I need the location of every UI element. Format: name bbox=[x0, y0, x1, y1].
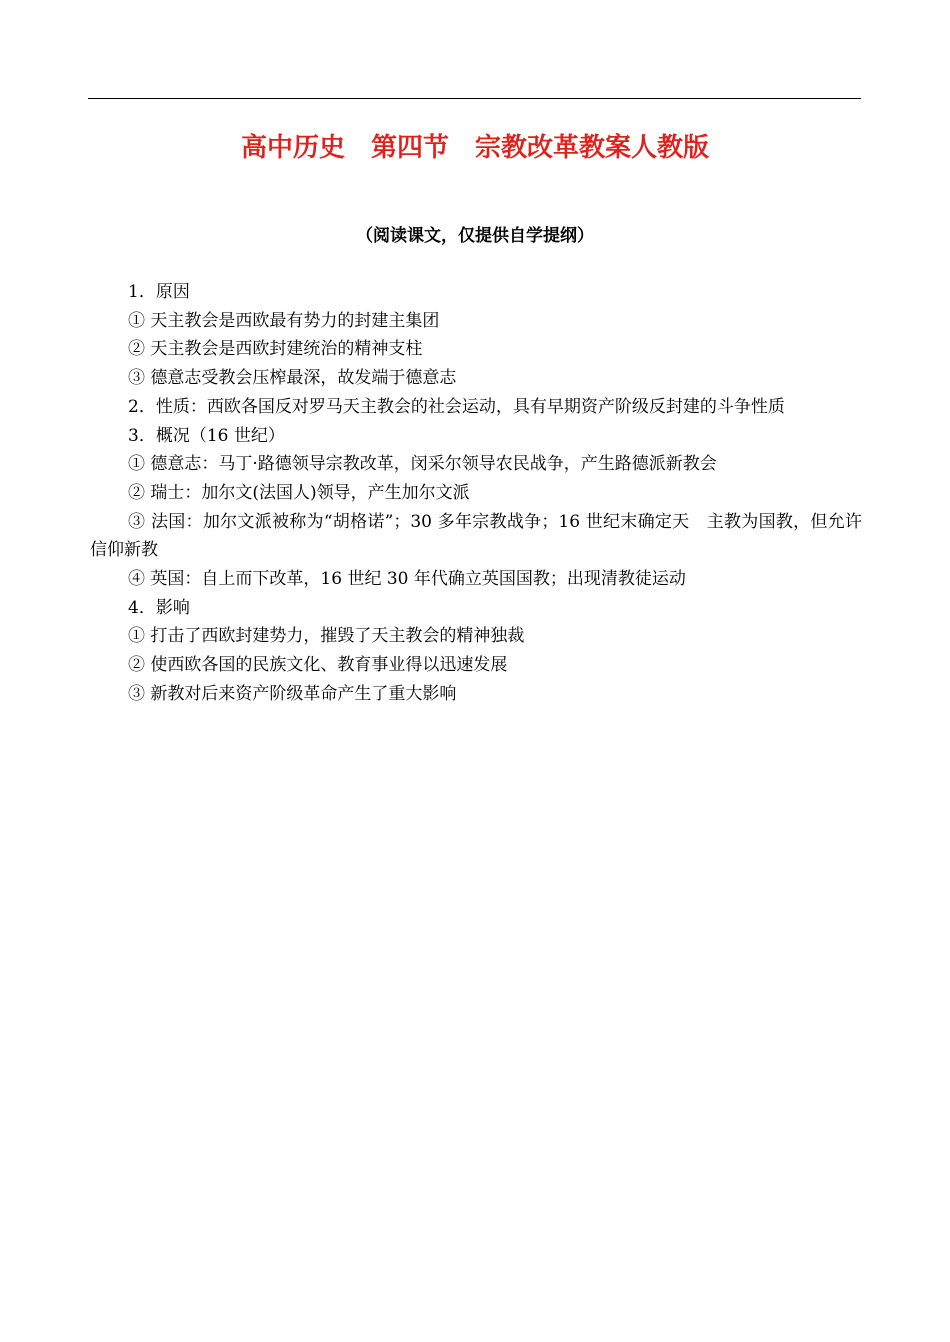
heading-nature: 2．性质：西欧各国反对罗马天主教会的社会运动，具有早期资产阶级反封建的斗争性质 bbox=[128, 396, 785, 417]
heading-impact: 4．影响 bbox=[128, 597, 190, 618]
list-item: ③ 德意志受教会压榨最深，故发端于德意志 bbox=[128, 368, 457, 389]
document-title: 高中历史 第四节 宗教改革教案人教版 bbox=[240, 133, 709, 163]
heading-overview: 3．概况（16 世纪） bbox=[128, 425, 285, 446]
list-item: ③ 法国：加尔文派被称为“胡格诺”；30 多年宗教战争；16 世纪末确定天 主教为国教，但允许信仰新教 bbox=[90, 511, 862, 561]
heading-causes: 1．原因 bbox=[128, 282, 190, 302]
list-item: ④ 英国：自上而下改革，16 世纪 30 年代确立英国国教；出现清教徒运动 bbox=[128, 569, 686, 590]
list-item: ③ 新教对后来资产阶级革命产生了重大影响 bbox=[128, 683, 457, 704]
header-rule bbox=[88, 98, 861, 99]
list-item: ① 打击了西欧封建势力，摧毁了天主教会的精神独裁 bbox=[128, 626, 525, 647]
list-item: ② 使西欧各国的民族文化、教育事业得以迅速发展 bbox=[128, 655, 508, 676]
list-item: ② 天主教会是西欧封建统治的精神支柱 bbox=[128, 339, 423, 360]
document-subtitle: （阅读课文，仅提供自学提纲） bbox=[356, 226, 594, 246]
list-item: ① 天主教会是西欧最有势力的封建主集团 bbox=[128, 310, 440, 331]
document-body bbox=[90, 278, 862, 709]
list-item: ② 瑞士：加尔文(法国人)领导，产生加尔文派 bbox=[128, 482, 470, 503]
list-item: ① 德意志：马丁·路德领导宗教改革，闵采尔领导农民战争，产生路德派新教会 bbox=[128, 454, 717, 475]
